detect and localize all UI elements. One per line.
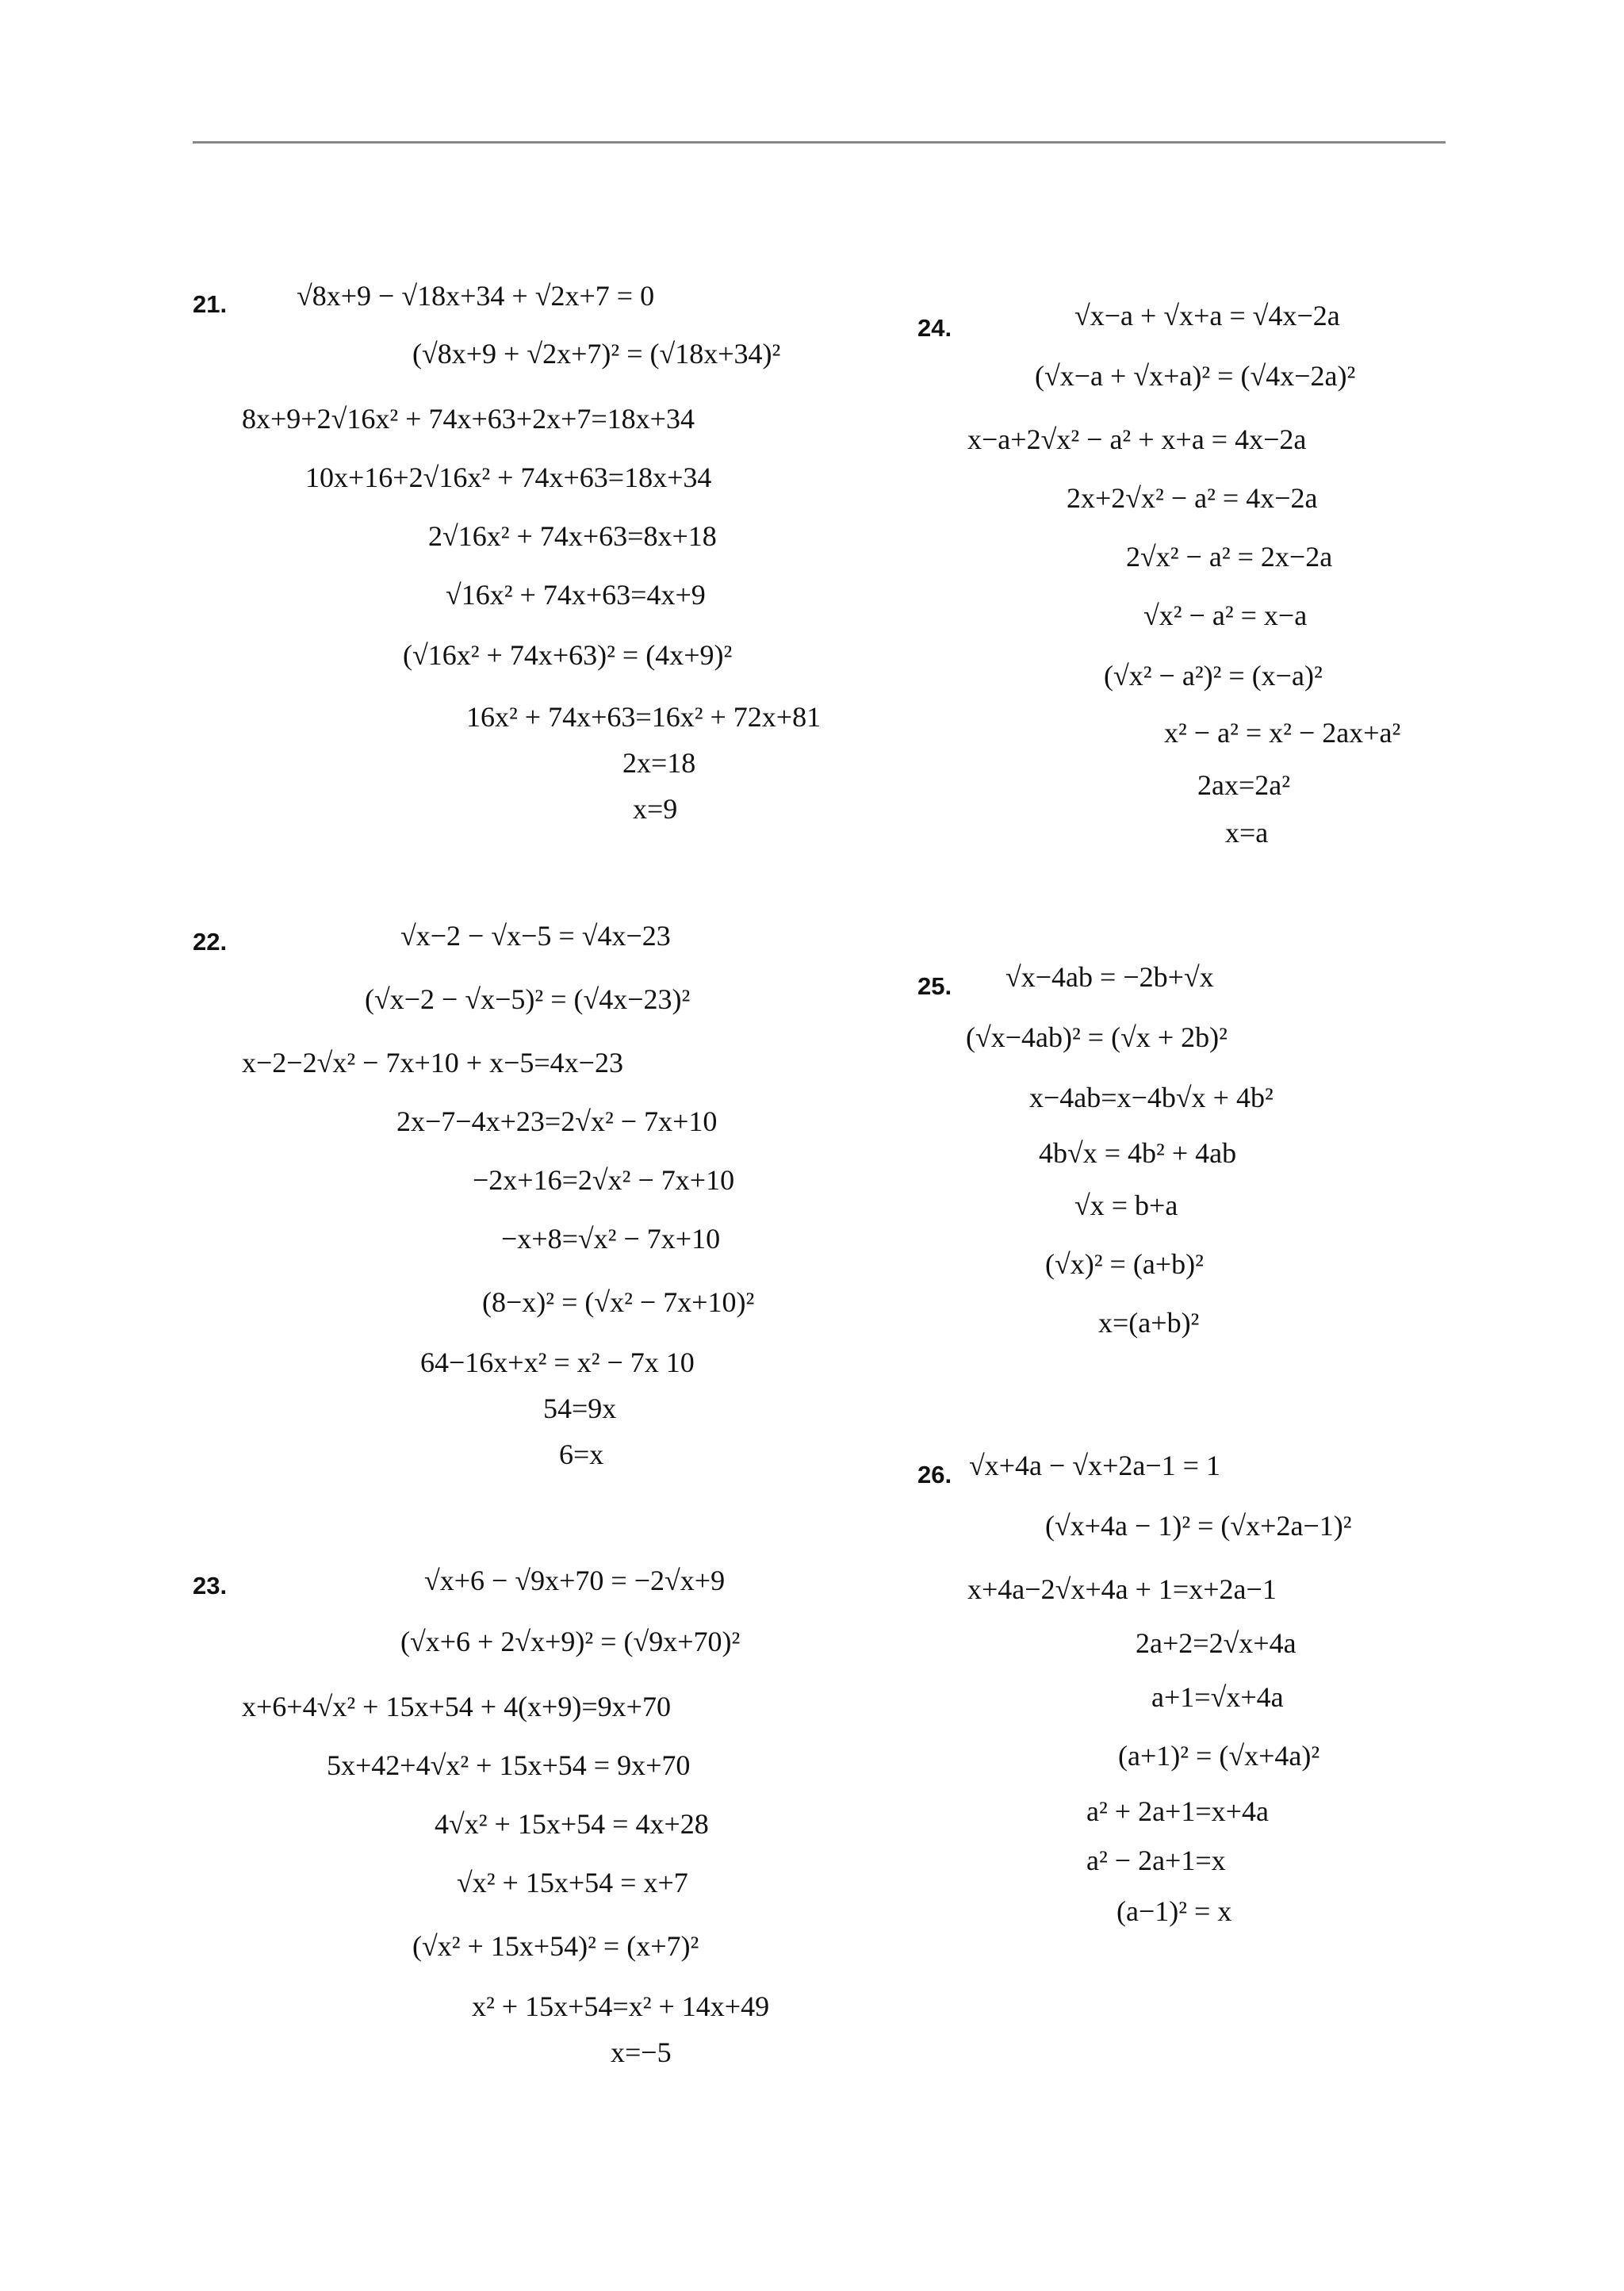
equation-line: −x+8=√x² − 7x+10 bbox=[501, 1223, 721, 1255]
equation-line: 4√x² + 15x+54 = 4x+28 bbox=[435, 1808, 709, 1840]
header-rule bbox=[193, 141, 1446, 144]
equation-line: (√8x+9 + √2x+7)² = (√18x+34)² bbox=[412, 338, 781, 370]
equation-line: x−2−2√x² − 7x+10 + x−5=4x−23 bbox=[242, 1047, 623, 1078]
problem-number: 26. bbox=[917, 1461, 952, 1488]
equation-line: x=(a+b)² bbox=[1098, 1307, 1200, 1339]
equation-line: x=−5 bbox=[611, 2036, 672, 2068]
equation-line: 2x+2√x² − a² = 4x−2a bbox=[1067, 482, 1318, 514]
equation-line: 10x+16+2√16x² + 74x+63=18x+34 bbox=[305, 462, 712, 493]
equation-line: √16x² + 74x+63=4x+9 bbox=[446, 579, 706, 611]
equation-line: 2√16x² + 74x+63=8x+18 bbox=[428, 520, 717, 552]
equation-line: √x+6 − √9x+70 = −2√x+9 bbox=[424, 1565, 726, 1596]
equation-line: a² − 2a+1=x bbox=[1086, 1845, 1226, 1876]
equation-line: √x−a + √x+a = √4x−2a bbox=[1074, 300, 1340, 331]
problem-number: 25. bbox=[917, 972, 952, 1000]
equation-line: 54=9x bbox=[543, 1393, 617, 1424]
equation-line: x−4ab=x−4b√x + 4b² bbox=[1029, 1082, 1274, 1113]
problem-number: 22. bbox=[193, 928, 228, 956]
equation-line: a² + 2a+1=x+4a bbox=[1086, 1795, 1269, 1827]
equation-line: x² + 15x+54=x² + 14x+49 bbox=[472, 1990, 770, 2022]
equation-line: 16x² + 74x+63=16x² + 72x+81 bbox=[466, 701, 822, 733]
equation-line: (√x² − a²)² = (x−a)² bbox=[1104, 660, 1323, 692]
equation-line: (a−1)² = x bbox=[1116, 1895, 1232, 1927]
equation-line: (√x+6 + 2√x+9)² = (√9x+70)² bbox=[400, 1626, 741, 1657]
equation-line: 5x+42+4√x² + 15x+54 = 9x+70 bbox=[327, 1749, 691, 1781]
equation-line: (√16x² + 74x+63)² = (4x+9)² bbox=[403, 639, 733, 671]
equation-line: (a+1)² = (√x+4a)² bbox=[1118, 1740, 1320, 1772]
equation-line: √x² − a² = x−a bbox=[1143, 600, 1308, 631]
equation-line: 2x=18 bbox=[622, 747, 696, 779]
equation-line: (√x² + 15x+54)² = (x+7)² bbox=[412, 1930, 699, 1962]
equation-line: (√x−2 − √x−5)² = (√4x−23)² bbox=[365, 983, 691, 1015]
equation-line: x=9 bbox=[633, 793, 678, 825]
equation-line: x=a bbox=[1225, 817, 1269, 849]
equation-line: 2x−7−4x+23=2√x² − 7x+10 bbox=[396, 1105, 718, 1137]
equation-line: 2a+2=2√x+4a bbox=[1136, 1627, 1297, 1659]
equation-line: x−a+2√x² − a² + x+a = 4x−2a bbox=[967, 423, 1307, 455]
equation-line: 64−16x+x² = x² − 7x 10 bbox=[420, 1347, 695, 1378]
equation-line: x+4a−2√x+4a + 1=x+2a−1 bbox=[967, 1573, 1277, 1605]
equation-line: 4b√x = 4b² + 4ab bbox=[1039, 1137, 1237, 1169]
equation-line: (√x)² = (a+b)² bbox=[1045, 1248, 1204, 1280]
problem-number: 23. bbox=[193, 1572, 228, 1599]
equation-line: x² − a² = x² − 2ax+a² bbox=[1164, 717, 1401, 749]
equation-line: (√x−4ab)² = (√x + 2b)² bbox=[966, 1021, 1228, 1053]
equation-line: √x−2 − √x−5 = √4x−23 bbox=[400, 920, 671, 952]
equation-line: −2x+16=2√x² − 7x+10 bbox=[473, 1164, 735, 1196]
equation-line: √x−4ab = −2b+√x bbox=[1005, 961, 1214, 993]
equation-line: √x+4a − √x+2a−1 = 1 bbox=[969, 1450, 1220, 1481]
equation-line: 2√x² − a² = 2x−2a bbox=[1126, 541, 1333, 573]
equation-line: √8x+9 − √18x+34 + √2x+7 = 0 bbox=[297, 280, 655, 312]
equation-line: √x² + 15x+54 = x+7 bbox=[457, 1867, 688, 1898]
equation-line: 2ax=2a² bbox=[1197, 769, 1291, 801]
equation-line: √x = b+a bbox=[1074, 1190, 1178, 1221]
equation-line: (√x+4a − 1)² = (√x+2a−1)² bbox=[1045, 1510, 1352, 1542]
equation-line: (8−x)² = (√x² − 7x+10)² bbox=[482, 1286, 755, 1318]
problem-number: 21. bbox=[193, 290, 228, 318]
equation-line: a+1=√x+4a bbox=[1151, 1681, 1284, 1713]
equation-line: x+6+4√x² + 15x+54 + 4(x+9)=9x+70 bbox=[242, 1691, 671, 1722]
equation-line: 6=x bbox=[559, 1439, 604, 1470]
equation-line: 8x+9+2√16x² + 74x+63+2x+7=18x+34 bbox=[242, 403, 695, 435]
equation-line: (√x−a + √x+a)² = (√4x−2a)² bbox=[1035, 360, 1356, 392]
problem-number: 24. bbox=[917, 314, 952, 342]
